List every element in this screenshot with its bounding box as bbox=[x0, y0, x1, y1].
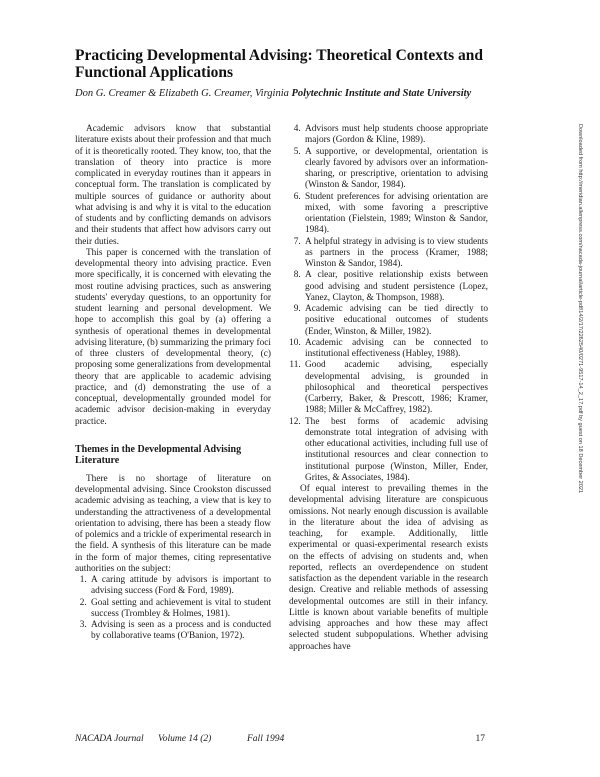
themes-list bbox=[75, 575, 271, 643]
journal-volume: Volume 14 (2) bbox=[158, 734, 212, 744]
theme-item: 7. A helpful strategy in advising is to view students as partners in the process (Kramer, 1988; Winston & Sandor, 1984). bbox=[303, 237, 488, 271]
section-paragraph: There is no shortage of literature on developmental advising. Since Crookston discussed academic advising as teaching, a view that is key to understanding the attractiveness of a developmental orientation to advising, there has been a steady flow of polemics and a trickle of experimental research in the field. A synthesis of this literature can be made in the form of major themes, citing representative authorities on the subject: bbox=[75, 473, 271, 574]
right-column bbox=[289, 124, 488, 653]
authors: Don G. Creamer & Elizabeth G. Creamer, Virginia bbox=[75, 88, 292, 99]
theme-item: 11. Good academic advising, especially developmental advising, is grounded in philosophical and theoretical perspectives (Carberry, Baker, & Prescott, 1986; Kramer, 1988; Miller & McCaffrey, 1982). bbox=[303, 360, 488, 416]
intro-paragraph-1: Academic advisors know that substantial literature exists about their profession and that much of it is theoretically rooted. They know, too, that the translation of theory into practice is more complicated in everyday routines than it appears in conceptual form. The translation is complicated by multiple sources of guidance or authority about what advising is and why it is vital to the education of students and by conflicting demands on advisors and their students that affect how advisors carry out their duties. bbox=[75, 124, 271, 247]
theme-item: 6. Student preferences for advising orientation are mixed, with some favoring a prescriptive orientation (Fielstein, 1989; Winston & Sandor, 1984). bbox=[303, 192, 488, 237]
journal-date: Fall 1994 bbox=[247, 734, 285, 744]
theme-item: 5. A supportive, or developmental, orientation is clearly favored by advisors over an information-sharing, or prescriptive, orientation to advising (Winston & Sandor, 1984). bbox=[303, 147, 488, 192]
section-heading: Themes in the Developmental Advising Literature bbox=[75, 443, 242, 467]
theme-item: 1. A caring attitude by advisors is important to advising success (Ford & Ford, 1989). bbox=[89, 575, 271, 598]
page-number: 17 bbox=[475, 734, 485, 744]
theme-item: 4. Advisors must help students choose appropriate majors (Gordon & Kline, 1989). bbox=[303, 124, 488, 147]
theme-item: 3. Advising is seen as a process and is conducted by collaborative teams (O'Banion, 1972). bbox=[89, 620, 271, 643]
journal-name: NACADA Journal bbox=[75, 734, 144, 744]
article-title: Practicing Developmental Advising: Theoretical Contexts and Functional Applications bbox=[75, 47, 484, 81]
intro-paragraph-2: This paper is concerned with the translation of developmental theory into advising practice. Even more specifically, it is concerned with elevating the most routine advising practices, such as answering students' everyday questions, to an opportunity for student learning and personal development. We hope to accomplish this goal by (a) offering a synthesis of operational themes in developmental advising literature, (b) summarizing the primary foci of three clusters of developmental theory, (c) proposing some generalizations from developmental theory that are applicable to academic advising practice, and (d) demonstrating the use of a conceptual, developmentally grounded model for academic advisor decision-making in everyday practice. bbox=[75, 247, 271, 427]
theme-item: 10. Academic advising can be connected to institutional effectiveness (Habley, 1988). bbox=[303, 338, 488, 361]
institution: Polytechnic Institute and State University bbox=[291, 88, 472, 99]
download-notice: Downloaded from http://meridian.allenpress.com/nacada-journal/article-pdf/14/2/17/2262540/0271-9517-14_2_17.pdf by guest on 18 December 2021 bbox=[577, 124, 583, 494]
theme-item: 8. A clear, positive relationship exists between good advising and student persistence (Lopez, Yanez, Clayton, & Thompson, 1988). bbox=[303, 270, 488, 304]
closing-paragraph: Of equal interest to prevailing themes in the developmental advising literature are conspicuous omissions. Not nearly enough discussion is available in the literature about the idea of advising as teaching, for example. Additionally, little experimental or quasi-experimental research exists on the effects of advising on students and, when reported, reflects an overdependence on student satisfaction as the dependent variable in the research design. Creative and reliable methods of assessing developmental outcomes are still in their infancy. Little is known about variable benefits of multiple advising approaches and how these may affect selected student subpopulations. Whether advising approaches have bbox=[289, 484, 488, 652]
theme-item: 2. Goal setting and achievement is vital to student success (Trombley & Holmes, 1981). bbox=[89, 598, 271, 621]
byline bbox=[75, 88, 545, 99]
left-column bbox=[75, 124, 271, 643]
themes-list-continued bbox=[289, 124, 488, 484]
theme-item: 12. The best forms of academic advising demonstrate total integration of advising with other educational activities, including full use of institutional resources and clear connection to institutional purpose (Winston, Miller, Ender, Grites, & Associates, 1984). bbox=[303, 417, 488, 485]
theme-item: 9. Academic advising can be tied directly to positive educational outcomes of students (Ender, Winston, & Miller, 1982). bbox=[303, 304, 488, 338]
download-watermark bbox=[575, 124, 587, 684]
